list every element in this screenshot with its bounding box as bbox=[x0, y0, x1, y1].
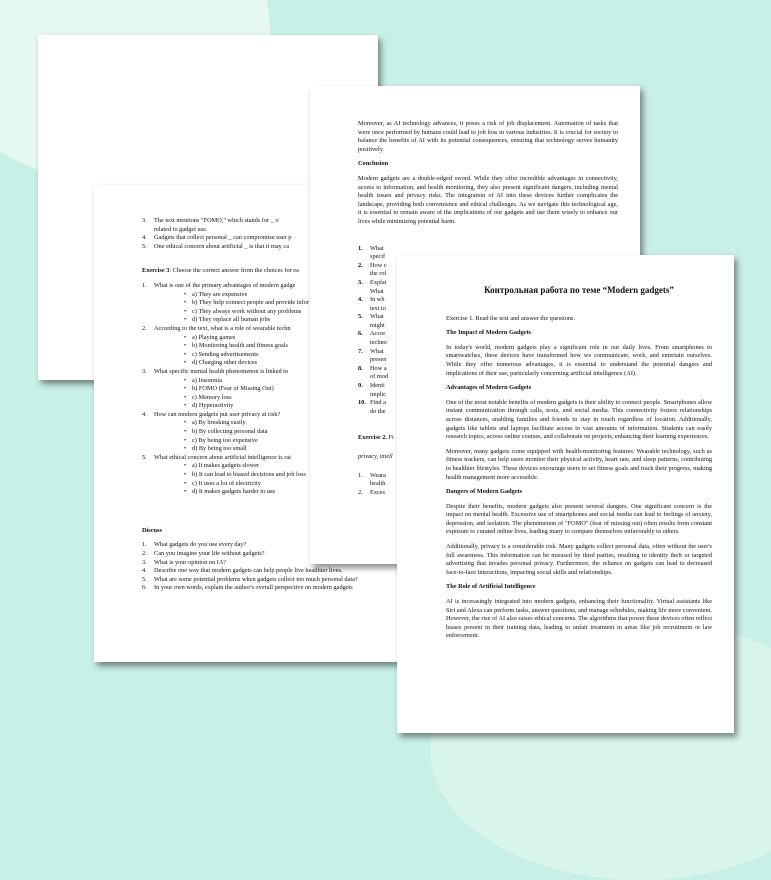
question-item: 5. What ethical concern about artificial intelligence is rai • a) It makes gadgets slower • b) It can lead to biased decisions and job loss • c) It uses a lot of electricity • d) It makes gadgets harder to use bbox=[142, 454, 401, 497]
list-item: implic bbox=[370, 390, 387, 398]
paragraph: Additionally, privacy is a considerable risk. Many gadgets collect personal data, often without the user's full awareness. This information can be misused by third parties, resulting in identity theft or targeted advertising that invades personal privacy. Furthermore, the reliance on gadgets can lead to decreased face-to-face interactions, impacting social skills and relationships. bbox=[446, 543, 712, 576]
exercise-3-instruction: Exercise 3: Choose the correct answer from the choices for ea bbox=[142, 267, 299, 275]
question-item: 4. How can modern gadgets put user privacy at risk? • a) By breaking easily • b) By collecting personal data • c) By being too expensive • d) By being too small bbox=[142, 411, 401, 454]
answer-option: • a) It makes gadgets slower bbox=[184, 462, 401, 471]
list-item: 4. In wh bbox=[358, 296, 385, 304]
answer-option: • a) By breaking easily bbox=[184, 419, 401, 428]
list-item: 4. Describe one way that modern gadgets can help people live healthier lives. bbox=[142, 567, 343, 575]
question-item: 1. What is one of the primary advantages of modern gadge • a) They are expensive • b) They help connect people and provide infor • c) They always work without any problems • d) They replace all human jobs bbox=[142, 282, 401, 325]
answer-option: • a) Insomnia bbox=[184, 377, 401, 386]
list-item: 3. What is your opinion on IA? bbox=[142, 558, 227, 566]
paragraph: Moreover, many gadgets come equipped with health-monitoring features. Wearable technology, such as fitness trackers, can help users monitor their physical activity, heart rate, and sleep patterns, contributing to healthier lifestyles. These devices encourage users to set fitness goals and track their progress, making health management more accessible. bbox=[446, 447, 712, 481]
exercise-1-instruction: Exercise 1. Read the text and answer the questions. bbox=[446, 314, 576, 322]
answer-option: • a) Playing games bbox=[184, 334, 401, 343]
section-heading: The Impact of Modern Gadgets bbox=[446, 329, 532, 337]
list-item: What bbox=[370, 287, 384, 295]
answer-option: • c) By being too expensive bbox=[184, 437, 401, 446]
list-item: 5. What bbox=[358, 313, 384, 321]
answer-option: • d) Charging other devices bbox=[184, 359, 401, 368]
paragraph: One of the most notable benefits of modern gadgets is their ability to connect people. Smartphones allow instant communication through calls, texts, and social media. This connectivity fosters relationships across distances, enabling families and friends to stay in touch regardless of location. Additionally, gadgets like tablets and laptops facilitate access to vast amounts of information. Students can easily research topics, access online courses, and collaborate on projects, enhancing their learning experiences. bbox=[446, 398, 712, 441]
exercise-2-instruction: Exercise 2. Fi bbox=[358, 434, 394, 442]
list-item: presen bbox=[370, 356, 387, 364]
list-item: text to bbox=[370, 304, 386, 312]
answer-option: • b) They help connect people and provide infor bbox=[184, 299, 401, 308]
section-heading: Advantages of Modern Gadgets bbox=[446, 384, 532, 392]
answer-option: • b) Monitoring health and fitness goals bbox=[184, 342, 401, 351]
list-item: health bbox=[370, 480, 386, 488]
list-item: 3. Explai bbox=[358, 278, 387, 286]
answer-option: • d) Hyperactivity bbox=[184, 402, 401, 411]
list-item: the rol bbox=[370, 270, 387, 278]
answer-option: • b) It can lead to biased decisions and job loss bbox=[184, 471, 401, 480]
list-item: techno bbox=[370, 339, 387, 347]
list-item: 1. What gadgets do you use every day? bbox=[142, 541, 247, 549]
list-item: 6. Accor bbox=[358, 330, 386, 338]
discuss-heading: Discuss bbox=[142, 526, 162, 534]
list-item: 7. What bbox=[358, 347, 384, 355]
list-item: might bbox=[370, 321, 385, 329]
list-item: 6. In your own words, explain the author's overall perspective on modern gadgets bbox=[142, 584, 353, 592]
list-item: of mod bbox=[370, 373, 389, 381]
answer-option: • b) FOMO (Fear of Missing Out) bbox=[184, 385, 401, 394]
list-item: 9. Identi bbox=[358, 382, 385, 390]
list-item: 2. Exces bbox=[358, 488, 386, 496]
list-item: 10. Find a bbox=[358, 399, 386, 407]
list-item: 5. What are some potential problems when gadgets collect too much personal data? bbox=[142, 575, 358, 583]
list-item: 2. How c bbox=[358, 261, 387, 269]
list-item: 1. What bbox=[358, 244, 384, 252]
paragraph: Despite their benefits, modern gadgets also present several dangers. One significant concern is the impact on mental health. Excessive use of smartphones and social media can lead to feelings of anxiety, depression, and isolation. The phenomenon of "FOMO" (fear of missing out) often results from constant exposure to curated online lives, leading many to compare themselves unfavorably to others. bbox=[446, 502, 712, 536]
list-item: related to gadget use. bbox=[154, 225, 208, 233]
worksheet-page-front bbox=[397, 255, 734, 733]
answer-option: • c) Memory loss bbox=[184, 394, 401, 403]
paragraph: AI is increasingly integrated into modern gadgets, enhancing their functionality. Virtual assistants like Siri and Alexa can perform tasks, answer questions, and manage schedules, making life more convenient. However, the rise of AI also raises ethical concerns. The algorithms that power these devices often reflect biases present in their training data, leading to unfair treatment in areas like job recruitment or law enforcement. bbox=[446, 598, 712, 640]
question-item: 3. What specific mental health phenomenon is linked to • a) Insomnia • b) FOMO (Fear of Missing Out) • c) Memory loss • d) Hyperactivity bbox=[142, 368, 401, 411]
answer-option: • d) They replace all human jobs bbox=[184, 316, 401, 325]
conclusion-heading: Conclusion bbox=[358, 160, 389, 168]
list-item: 2. Can you imagine your life without gadgets? bbox=[142, 550, 265, 557]
list-item: do the bbox=[370, 407, 386, 415]
answer-option: • d) By being too small bbox=[184, 445, 401, 454]
paragraph: In today's world, modern gadgets play a significant role in our daily lives. From smartphones to smartwatches, these devices have transformed how we communicate, work, and entertain ourselves. While they offer numerous advantages, it is essential to understand the potential dangers and implications of their use, particularly concerning artificial intelligence (AI). bbox=[446, 343, 712, 377]
answer-option: • c) They always work without any problems bbox=[184, 308, 401, 317]
question-item: 2. According to the text, what is a role of wearable techn • a) Playing games • b) Monitoring health and fitness goals • c) Sending advertisements • d) Charging other devices bbox=[142, 325, 401, 368]
answer-option: • c) It uses a lot of electricity bbox=[184, 480, 401, 489]
answer-option: • a) They are expensive bbox=[184, 291, 401, 300]
answer-option: • d) It makes gadgets harder to use bbox=[184, 488, 401, 497]
list-item: 8. How a bbox=[358, 364, 387, 372]
page-title: Контрольная работа по теме “Modern gadgets” bbox=[484, 285, 674, 295]
list-item: specif bbox=[370, 253, 386, 261]
list-item: 1. Weara bbox=[358, 471, 386, 479]
section-heading: Dangers of Modern Gadgets bbox=[446, 488, 523, 496]
answer-option: • c) Sending advertisements bbox=[184, 351, 401, 360]
word-bank: privacy, intell bbox=[358, 453, 393, 460]
answer-option: • b) By collecting personal data bbox=[184, 428, 401, 437]
list-item: 3. The text mentions "FOMO," which stands for _ o bbox=[142, 217, 279, 224]
paragraph: Moreover, as AI technology advances, it poses a risk of job displacement. Automation of tasks that were once performed by humans could lead to job loss in various industries. It is crucial for society to balance the benefits of AI with its potential consequences, ensuring that technology serves humanity positively. bbox=[358, 120, 618, 153]
list-item: 4. Gadgets that collect personal _ can compromise user p bbox=[142, 234, 292, 242]
section-heading: The Role of Artificial Intelligence bbox=[446, 583, 536, 591]
conclusion-paragraph: Modern gadgets are a double-edged sword. While they offer incredible advantages in connectivity, access to information, and health monitoring, they also present significant dangers, including mental health issues and privacy risks. The integration of AI into these devices further complicates the landscape, providing both convenience and ethical challenges. As we navigate this technological age, it is essential to remain aware of the implications of our gadgets and use them wisely to enhance our lives while minimizing potential harm. bbox=[358, 174, 618, 225]
list-item: 5. One ethical concern about artificial _ is that it may ca bbox=[142, 242, 289, 250]
